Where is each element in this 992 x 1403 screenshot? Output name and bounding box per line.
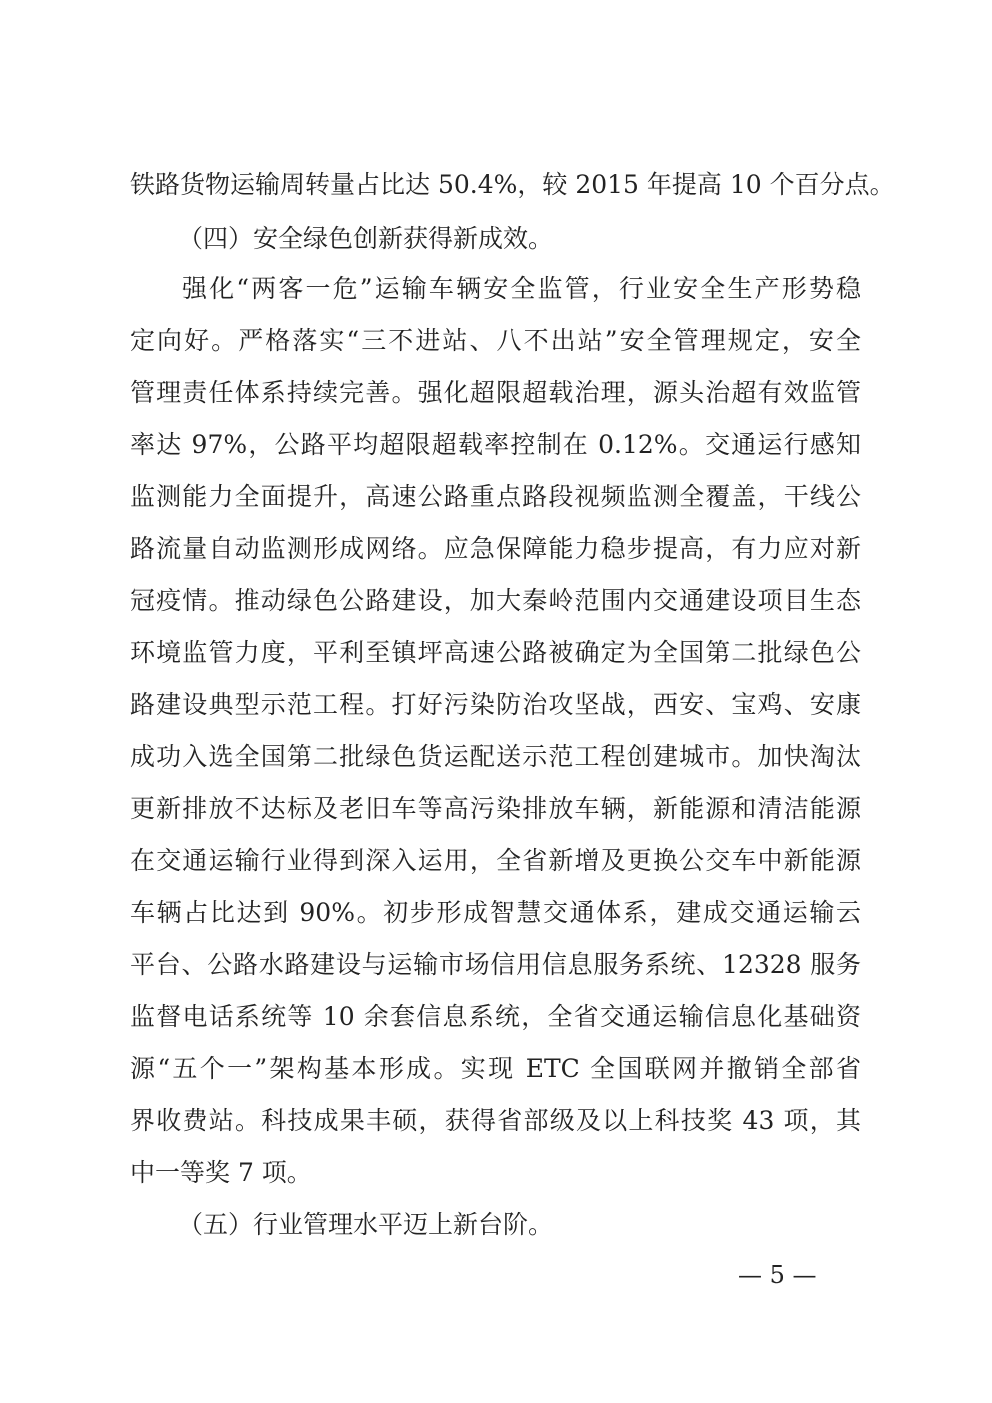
text-line-15: 车辆占比达到 90%。初步形成智慧交通体系，建成交通运输云 xyxy=(130,898,861,927)
page-number: — 5 — xyxy=(738,1261,817,1289)
text-line-10: 环境监管力度，平利至镇坪高速公路被确定为全国第二批绿色公 xyxy=(130,638,861,667)
text-line-7: 监测能力全面提升，高速公路重点路段视频监测全覆盖，干线公 xyxy=(130,482,861,511)
text-line-1: 铁路货物运输周转量占比达 50.4%，较 2015 年提高 10 个百分点。 xyxy=(130,170,895,199)
text-line-12: 成功入选全国第二批绿色货运配送示范工程创建城市。加快淘汰 xyxy=(130,742,861,771)
text-line-3: 强化“两客一危”运输车辆安全监管，行业安全生产形势稳 xyxy=(182,274,861,303)
text-line-5: 管理责任体系持续完善。强化超限超载治理，源头治超有效监管 xyxy=(130,378,861,407)
text-line-20: 中一等奖 7 项。 xyxy=(130,1158,312,1187)
text-line-19: 界收费站。科技成果丰硕，获得省部级及以上科技奖 43 项，其 xyxy=(130,1106,861,1135)
text-line-16: 平台、公路水路建设与运输市场信用信息服务系统、12328 服务 xyxy=(130,950,861,979)
text-line-4: 定向好。严格落实“三不进站、八不出站”安全管理规定，安全 xyxy=(130,326,861,355)
text-line-14: 在交通运输行业得到深入运用，全省新增及更换公交车中新能源 xyxy=(130,846,861,875)
text-line-11: 路建设典型示范工程。打好污染防治攻坚战，西安、宝鸡、安康 xyxy=(130,690,861,719)
text-line-13: 更新排放不达标及老旧车等高污染排放车辆，新能源和清洁能源 xyxy=(130,794,861,823)
text-line-17: 监督电话系统等 10 余套信息系统，全省交通运输信息化基础资 xyxy=(130,1002,861,1031)
text-line-8: 路流量自动监测形成网络。应急保障能力稳步提高，有力应对新 xyxy=(130,534,861,563)
section-heading-5: （五）行业管理水平迈上新台阶。 xyxy=(178,1210,554,1239)
text-line-9: 冠疫情。推动绿色公路建设，加大秦岭范围内交通建设项目生态 xyxy=(130,586,861,615)
section-heading-4: （四）安全绿色创新获得新成效。 xyxy=(178,224,554,253)
text-line-6: 率达 97%，公路平均超限超载率控制在 0.12%。交通运行感知 xyxy=(130,430,861,459)
text-line-18: 源“五个一”架构基本形成。实现 ETC 全国联网并撤销全部省 xyxy=(130,1054,861,1083)
